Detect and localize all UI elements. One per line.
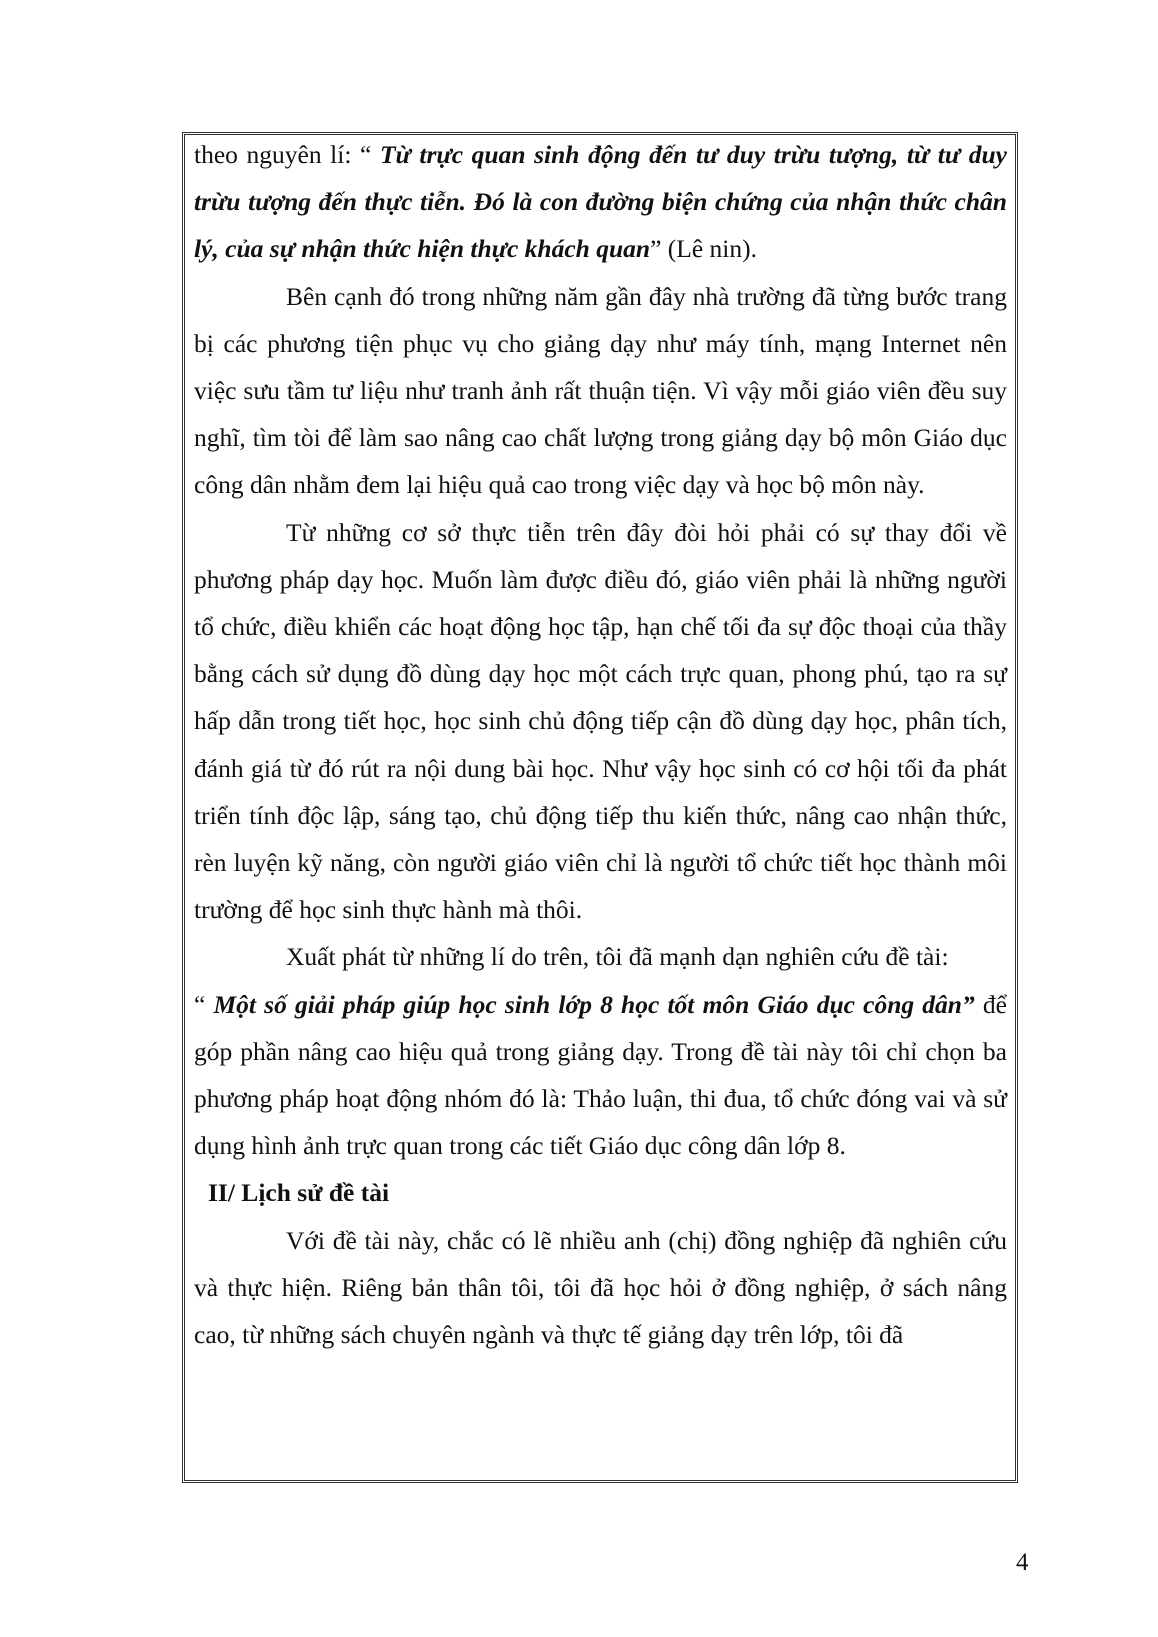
topic-title: Một số giải pháp giúp học sinh lớp 8 học tốt môn Giáo dục công dân” [213, 989, 975, 1019]
section-heading-history: II/ Lịch sử đề tài [208, 1178, 390, 1208]
paragraph-equipment: Bên cạnh đó trong những năm gần đây nhà trường đã từng bước trang bị các phương tiện phục vụ cho giảng dạy như máy tính, mạng Internet nên việc sưu tầm tư liệu như tranh ảnh rất thuận tiện. Vì vậy mỗi giáo viên đều suy nghĩ, tìm tòi để làm sao nâng cao chất lượng trong giảng dạy bộ môn Giáo dục công dân nhằm đem lại hiệu quả cao trong việc dạy và học bộ môn này. [194, 281, 1007, 500]
text-run: ” (Lê nin). [650, 234, 757, 264]
text-run: theo nguyên lí: “ [194, 140, 380, 169]
text-run: để góp phần nâng cao hiệu quả trong giảng dạy. Trong đề tài này tôi chỉ chọn ba phương pháp hoạt động nhóm đó là: Thảo luận, thi đua, tổ chức đóng vai và sử dụng hình ảnh trực quan trong các tiết Giáo dục công dân lớp 8. [194, 989, 1007, 1161]
paragraph-topic-title [194, 981, 1007, 1170]
paragraph-quote-lenin [194, 131, 1007, 273]
page-number: 4 [1016, 1549, 1029, 1576]
paragraph-practice-basis: Từ những cơ sở thực tiễn trên đây đòi hỏi phải có sự thay đổi về phương pháp dạy học. Muốn làm được điều đó, giáo viên phải là những người tổ chức, điều khiển các hoạt động học tập, hạn chế tối đa sự độc thoại của thầy bằng cách sử dụng đồ dùng dạy học một cách trực quan, phong phú, tạo ra sự hấp dẫn trong tiết học, học sinh chủ động tiếp cận đồ dùng dạy học, phân tích, đánh giá từ đó rút ra nội dung bài học. Như vậy học sinh có cơ hội tối đa phát triển tính độc lập, sáng tạo, chủ động tiếp thu kiến thức, nâng cao nhận thức, rèn luyện kỹ năng, còn người giáo viên chỉ là người tổ chức tiết học thành môi trường để học sinh thực hành mà thôi. [194, 517, 1007, 925]
lenin-quote: Từ trực quan sinh động đến tư duy trừu tượng, từ tư duy trừu tượng đến thực tiễn. Đó là con đường biện chứng của nhận thức chân lý, của sự nhận thức hiện thực khách quan [194, 140, 1007, 264]
paragraph-topic-intro: Xuất phát từ những lí do trên, tôi đã mạnh dạn nghiên cứu đề tài: [286, 942, 949, 972]
paragraph-history: Với đề tài này, chắc có lẽ nhiều anh (chị) đồng nghiệp đã nghiên cứu và thực hiện. Riêng bản thân tôi, tôi đã học hỏi ở đồng nghiệp, ở sách nâng cao, từ những sách chuyên ngành và thực tế giảng dạy trên lớp, tôi đã [194, 1225, 1007, 1350]
page-content [194, 131, 1007, 1358]
text-run: “ [194, 989, 214, 1019]
